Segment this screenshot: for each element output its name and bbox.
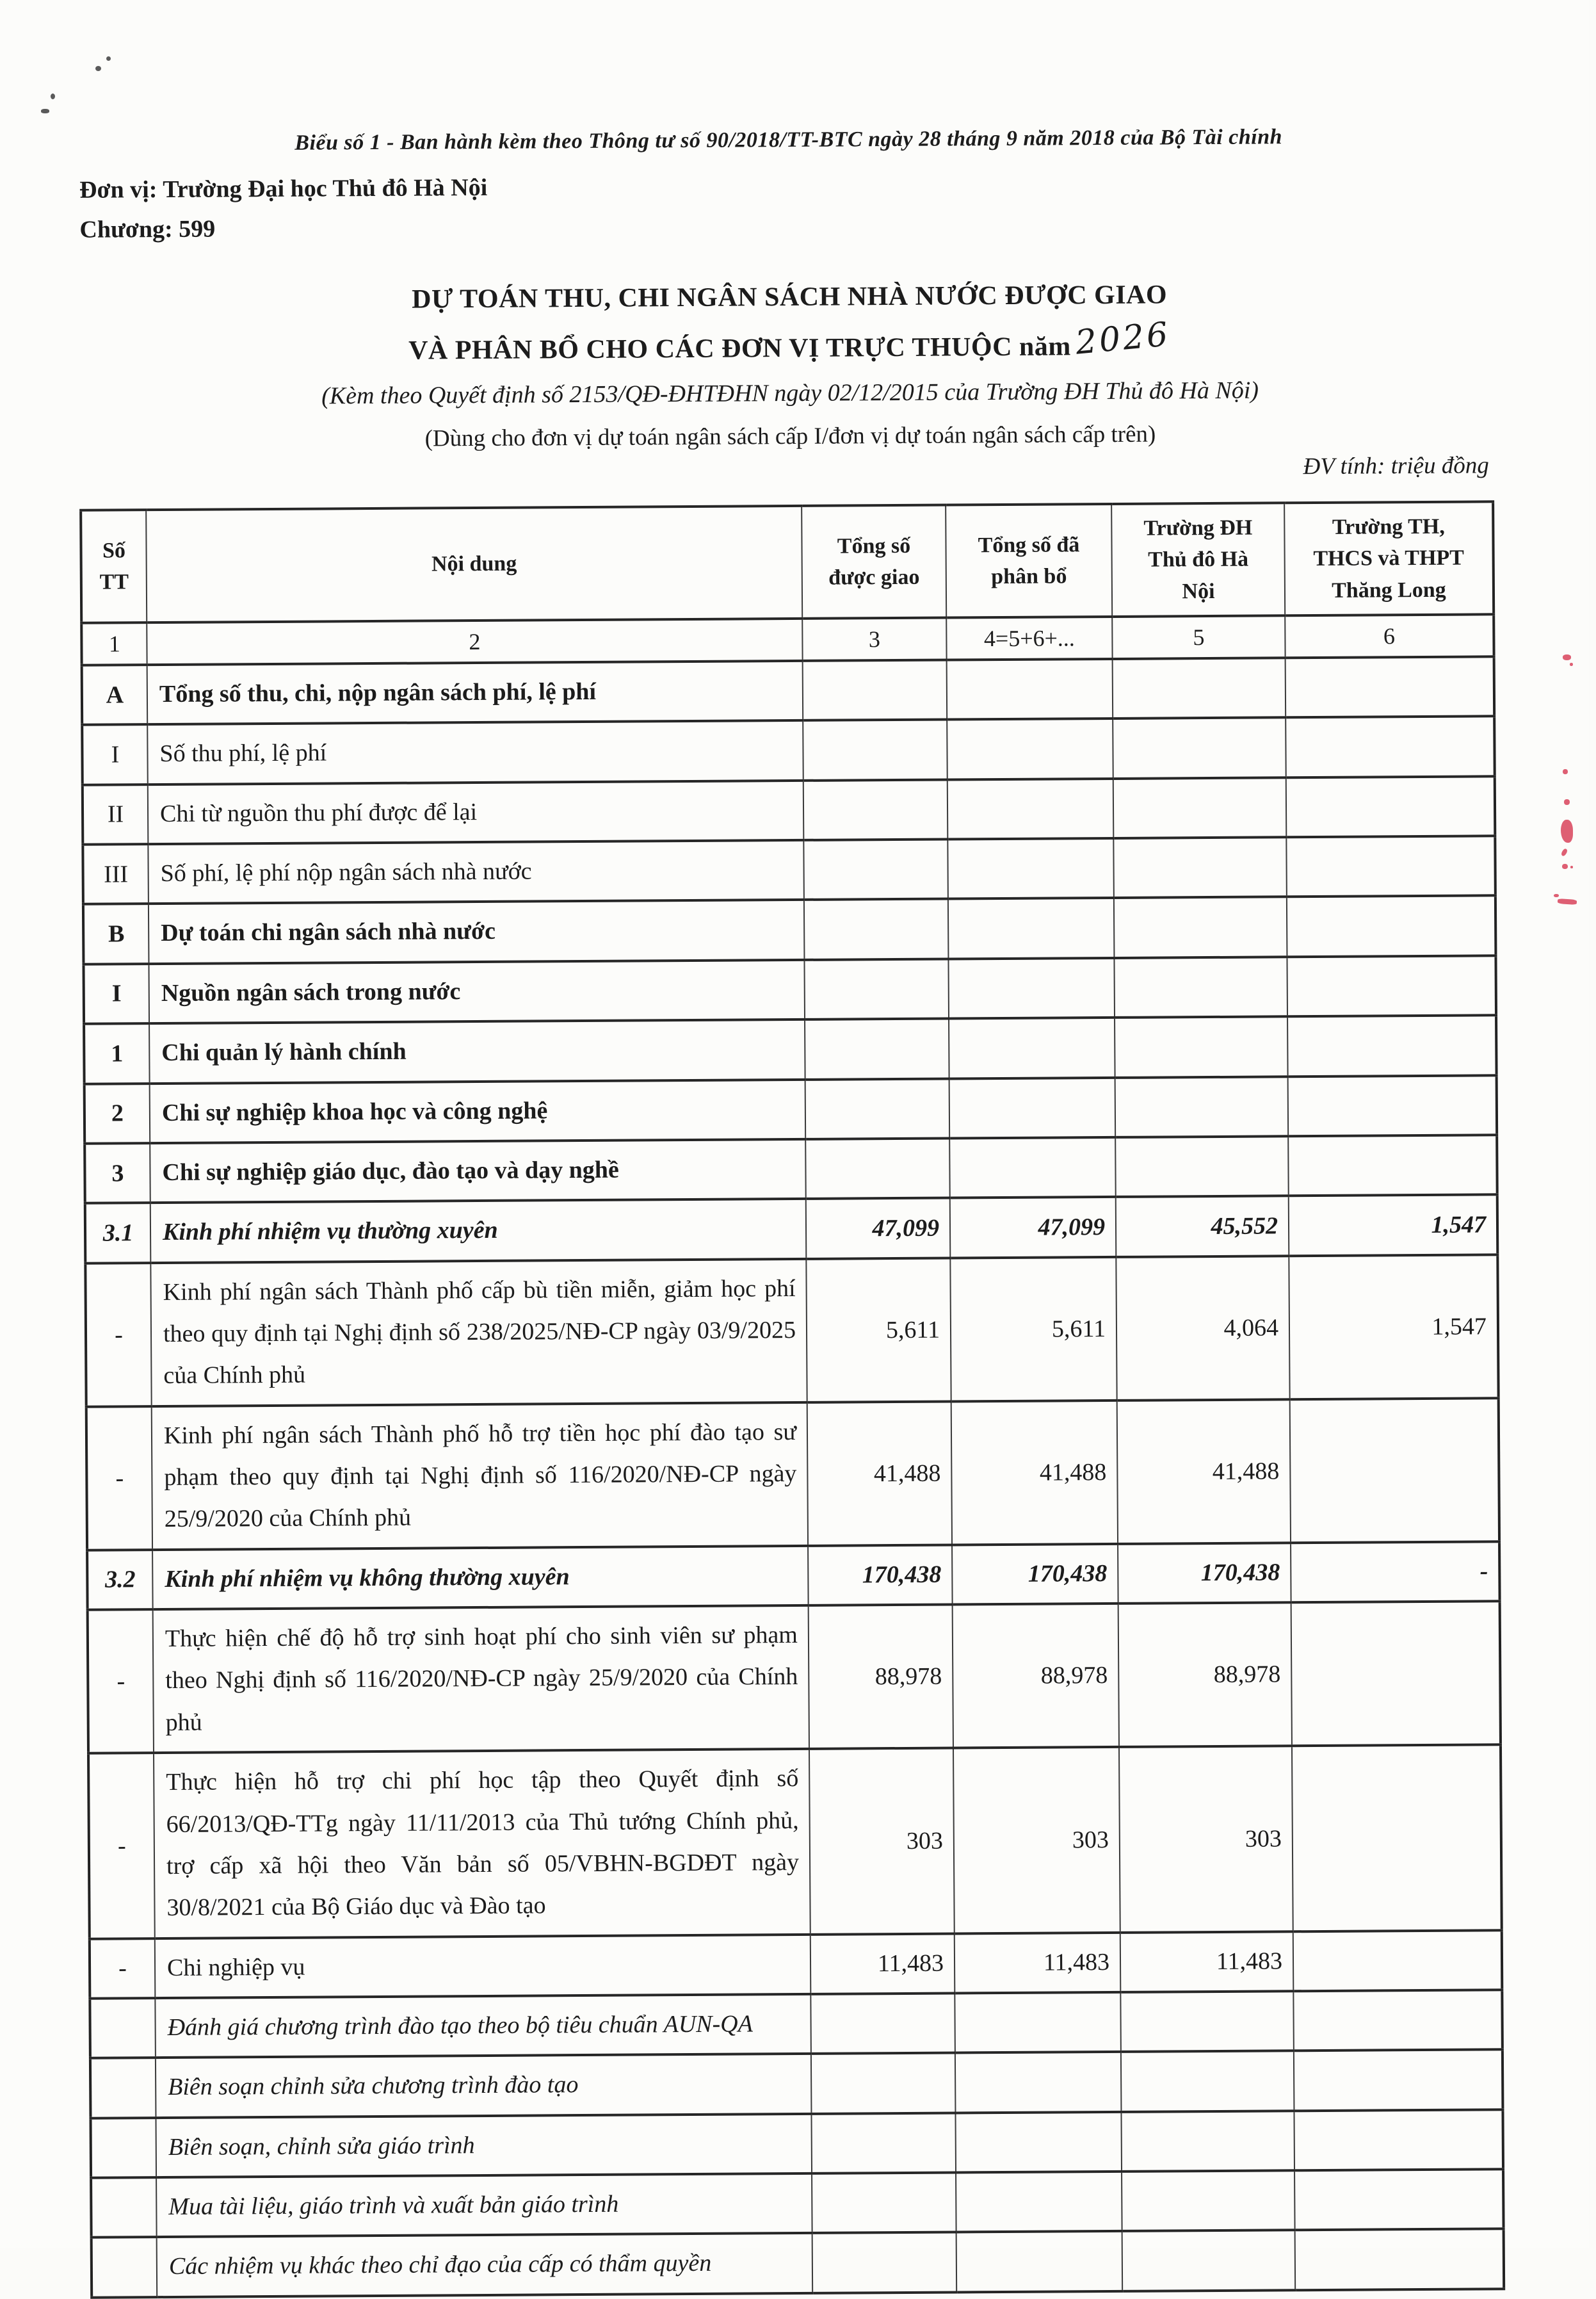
row-value-cell <box>1286 656 1495 717</box>
row-content-cell: Số phí, lệ phí nộp ngân sách nhà nước <box>148 840 804 904</box>
row-value-cell <box>1115 1016 1288 1077</box>
row-value-cell <box>811 2113 956 2173</box>
row-value-cell <box>1120 1991 1294 2052</box>
row-value-cell <box>948 958 1115 1019</box>
row-content-cell: Tổng số thu, chi, nộp ngân sách phí, lệ phí <box>147 661 803 725</box>
row-stt-cell: 3.2 <box>87 1550 153 1610</box>
row-stt-cell: - <box>90 1938 156 1999</box>
row-content-cell: Dự toán chi ngân sách nhà nước <box>149 900 805 964</box>
table-row <box>83 836 1495 904</box>
row-value-cell: 47,099 <box>806 1198 951 1259</box>
table-row <box>82 656 1495 725</box>
row-stt-cell: 2 <box>85 1084 150 1144</box>
col-header-tong-so-duoc-giao: Tổng số được giao <box>802 505 946 619</box>
table-row <box>91 2169 1504 2238</box>
row-value-cell <box>1293 1990 1503 2051</box>
row-value-cell <box>1293 1930 1503 1991</box>
row-content-cell: Thực hiện hỗ trợ chi phí học tập theo Quyết định số 66/2013/QĐ-TTg ngày 11/11/2013 của Thủ tướng Chính phủ, trợ cấp xã hội theo Văn bản số 05/VBHN-BGDĐT ngày 30/8/2021 của Bộ Giáo dục và Đào tạo <box>154 1749 810 1938</box>
row-value-cell <box>803 840 948 900</box>
column-number: 2 <box>147 619 802 665</box>
row-content-cell: Biên soạn chỉnh sửa chương trình đào tạo <box>156 2054 812 2118</box>
table-row <box>88 1744 1502 1938</box>
row-value-cell <box>1294 2050 1503 2111</box>
row-value-cell: 170,438 <box>952 1544 1118 1605</box>
row-value-cell: 4,064 <box>1116 1256 1289 1401</box>
row-stt-cell <box>90 1998 156 2058</box>
row-value-cell <box>803 779 948 840</box>
row-value-cell: 45,552 <box>1116 1196 1289 1257</box>
row-value-cell <box>1287 1015 1497 1076</box>
col-header-tong-so-da-phan-bo: Tổng số đã phân bổ <box>946 504 1112 618</box>
row-stt-cell: I <box>83 964 149 1024</box>
row-stt-cell: - <box>88 1609 154 1753</box>
row-value-cell: 1,547 <box>1289 1195 1498 1256</box>
row-stt-cell: 1 <box>84 1023 150 1084</box>
row-value-cell: 88,978 <box>1118 1602 1292 1747</box>
row-content-cell: Mua tài liệu, giáo trình và xuất bản giáo trình <box>156 2173 812 2238</box>
table-row <box>85 1075 1497 1144</box>
doc-title-line2 <box>0 315 1584 370</box>
row-content-cell: Kinh phí ngân sách Thành phố hỗ trợ tiền học phí đào tạo sư phạm theo quy định tại Nghị định số 116/2020/NĐ-CP ngày 25/9/2020 của Chính phủ <box>152 1402 808 1550</box>
row-value-cell <box>1121 2051 1294 2112</box>
row-value-cell: 303 <box>809 1748 955 1935</box>
row-value-cell <box>947 719 1113 779</box>
row-value-cell <box>955 1992 1121 2053</box>
table-row <box>85 1135 1497 1203</box>
row-value-cell <box>1113 777 1287 838</box>
row-stt-cell <box>90 2118 156 2178</box>
row-stt-cell: II <box>83 784 149 845</box>
form-note: Biểu số 1 - Ban hành kèm theo Thông tư số 90/2018/TT-BTC ngày 28 tháng 9 năm 2018 của Bộ Tài chính <box>294 125 1283 155</box>
row-value-cell <box>810 1993 955 2054</box>
column-number: 3 <box>802 618 946 661</box>
row-value-cell <box>1291 1601 1501 1746</box>
row-value-cell <box>948 898 1115 959</box>
row-value-cell <box>1113 718 1286 779</box>
doc-title-line2-text: VÀ PHÂN BỔ CHO CÁC ĐƠN VỊ TRỰC THUỘC năm <box>408 332 1071 366</box>
row-value-cell <box>805 1019 949 1080</box>
col-header-noi-dung: Nội dung <box>146 506 802 622</box>
row-value-cell <box>949 1137 1116 1198</box>
row-stt-cell: 3 <box>85 1143 150 1203</box>
row-value-cell <box>812 2232 957 2293</box>
row-value-cell <box>1114 897 1287 958</box>
row-value-cell <box>1286 776 1495 837</box>
table-row <box>87 1541 1500 1610</box>
row-value-cell <box>949 1018 1115 1078</box>
row-value-cell <box>955 2052 1122 2113</box>
row-content-cell: Chi nghiệp vụ <box>155 1934 811 1998</box>
row-content-cell: Chi quản lý hành chính <box>149 1020 805 1084</box>
row-value-cell <box>1122 2230 1296 2291</box>
row-stt-cell: I <box>82 725 148 785</box>
row-stt-cell: - <box>86 1406 152 1550</box>
row-value-cell <box>803 720 947 781</box>
row-value-cell <box>811 2053 956 2114</box>
unit-line: Đơn vị: Trường Đại học Thủ đô Hà Nội <box>79 174 488 204</box>
table-row <box>90 1990 1503 2058</box>
row-content-cell: Chi sự nghiệp khoa học và công nghệ <box>150 1079 806 1143</box>
row-stt-cell: - <box>85 1263 151 1407</box>
table-header-row <box>81 501 1494 622</box>
row-stt-cell: - <box>88 1753 155 1938</box>
row-content-cell: Kinh phí ngân sách Thành phố cấp bù tiền miễn, giảm học phí theo quy định tại Nghị định số 238/2025/NĐ-CP ngày 03/9/2025 của Chính phủ <box>150 1258 807 1406</box>
row-value-cell: 5,611 <box>806 1258 951 1402</box>
row-value-cell: 170,438 <box>1118 1543 1291 1604</box>
column-number: 1 <box>81 622 147 665</box>
row-value-cell: 88,978 <box>809 1605 953 1749</box>
column-number: 6 <box>1285 614 1494 658</box>
chapter-line: Chương: 599 <box>79 215 216 243</box>
row-value-cell <box>803 660 947 721</box>
row-stt-cell: III <box>83 844 149 904</box>
column-number: 5 <box>1112 615 1285 659</box>
table-row <box>86 1398 1499 1550</box>
row-value-cell <box>956 2172 1122 2232</box>
table-row <box>83 955 1496 1024</box>
row-content-cell: Nguồn ngân sách trong nước <box>149 960 805 1024</box>
table-row <box>90 2050 1503 2118</box>
row-content-cell: Chi sự nghiệp giáo dục, đào tạo và dạy nghề <box>150 1139 806 1203</box>
row-value-cell <box>1292 1744 1502 1931</box>
row-value-cell <box>956 2231 1123 2292</box>
col-header-stt: Số TT <box>81 510 147 623</box>
unit-note: ĐV tính: triệu đồng <box>1303 452 1489 480</box>
row-value-cell: 41,488 <box>1117 1399 1291 1544</box>
row-value-cell: 11,483 <box>955 1933 1121 1994</box>
row-content-cell: Chi từ nguồn thu phí được để lại <box>148 781 804 845</box>
subtitle-usage: (Dùng cho đơn vị dự toán ngân sách cấp I/đơn vị dự toán ngân sách cấp trên) <box>424 421 1156 452</box>
row-value-cell <box>1122 2170 1295 2231</box>
subtitle-decision: (Kèm theo Quyết định số 2153/QĐ-ĐHTĐHN ngày 02/12/2015 của Trường ĐH Thủ đô Hà Nội) <box>321 377 1259 410</box>
row-value-cell <box>1295 2229 1504 2290</box>
row-value-cell <box>949 1077 1116 1138</box>
row-value-cell <box>1287 896 1496 957</box>
row-stt-cell: 3.1 <box>85 1203 151 1263</box>
row-content-cell: Đánh giá chương trình đào tạo theo bộ tiêu chuẩn AUN-QA <box>155 1994 811 2058</box>
row-value-cell <box>1115 1076 1289 1137</box>
row-stt-cell <box>90 2058 156 2118</box>
table-row <box>82 717 1495 785</box>
row-value-cell <box>1288 1075 1497 1136</box>
row-value-cell <box>812 2173 956 2234</box>
row-value-cell <box>1114 957 1287 1018</box>
row-stt-cell <box>91 2177 157 2238</box>
row-value-cell <box>1287 955 1496 1016</box>
row-value-cell <box>1115 1136 1289 1197</box>
table-row <box>85 1195 1498 1263</box>
row-value-cell: 5,611 <box>950 1257 1116 1402</box>
row-value-cell <box>947 838 1114 899</box>
row-value-cell <box>1294 2109 1503 2170</box>
table-row <box>92 2229 1504 2298</box>
budget-table <box>79 500 1505 2298</box>
row-stt-cell <box>92 2238 157 2298</box>
row-value-cell <box>805 1078 950 1139</box>
row-stt-cell: B <box>83 904 149 964</box>
doc-title-line1: DỰ TOÁN THU, CHI NGÂN SÁCH NHÀ NƯỚC ĐƯỢC GIAO <box>412 280 1168 314</box>
row-stt-cell: A <box>82 665 148 725</box>
row-value-cell <box>1113 837 1287 898</box>
table-row <box>90 1930 1503 1999</box>
row-value-cell <box>805 1138 950 1199</box>
col-header-truong-th: Trường TH, THCS và THPT Thăng Long <box>1284 501 1494 615</box>
row-value-cell: 1,547 <box>1289 1255 1498 1399</box>
row-value-cell <box>1294 2169 1504 2230</box>
row-value-cell: 41,488 <box>807 1401 952 1545</box>
row-value-cell: 47,099 <box>950 1197 1116 1258</box>
row-value-cell: - <box>1291 1541 1500 1602</box>
budget-table-body <box>82 656 1504 2297</box>
row-value-cell: 11,483 <box>810 1933 955 1994</box>
row-value-cell <box>1286 717 1495 777</box>
row-value-cell <box>804 959 949 1020</box>
table-row <box>88 1601 1501 1753</box>
row-value-cell <box>1290 1398 1499 1543</box>
row-value-cell <box>1121 2111 1294 2172</box>
row-value-cell <box>804 899 949 960</box>
table-row <box>85 1255 1498 1407</box>
row-value-cell: 41,488 <box>951 1401 1118 1545</box>
row-value-cell: 88,978 <box>953 1604 1119 1748</box>
row-content-cell: Biên soạn, chỉnh sửa giáo trình <box>156 2114 812 2178</box>
col-header-truong-dh: Trường ĐH Thủ đô Hà Nội <box>1111 503 1285 617</box>
handwritten-year: 2026 <box>1074 315 1172 362</box>
row-content-cell: Số thu phí, lệ phí <box>147 720 803 784</box>
row-value-cell <box>1286 836 1495 897</box>
row-value-cell: 11,483 <box>1120 1931 1294 1992</box>
row-value-cell <box>1288 1135 1497 1196</box>
row-content-cell: Kinh phí nhiệm vụ thường xuyên <box>150 1199 807 1263</box>
table-row <box>90 2109 1503 2178</box>
row-value-cell <box>1113 658 1286 719</box>
row-value-cell: 170,438 <box>808 1545 953 1605</box>
row-value-cell <box>947 659 1113 720</box>
row-content-cell: Kinh phí nhiệm vụ không thường xuyên <box>152 1546 809 1610</box>
row-value-cell: 303 <box>953 1747 1120 1933</box>
row-content-cell: Các nhiệm vụ khác theo chỉ đạo của cấp có thẩm quyền <box>157 2233 813 2297</box>
row-value-cell <box>947 779 1114 840</box>
row-value-cell: 303 <box>1119 1746 1293 1932</box>
table-row <box>83 776 1495 845</box>
row-value-cell <box>955 2112 1122 2173</box>
table-row <box>83 896 1496 964</box>
row-content-cell: Thực hiện chế độ hỗ trợ sinh hoạt phí cho sinh viên sư phạm theo Nghị định số 116/2020/NĐ-CP ngày 25/9/2020 của Chính phủ <box>153 1605 809 1753</box>
table-row <box>84 1015 1497 1084</box>
column-number: 4=5+6+... <box>946 617 1112 660</box>
